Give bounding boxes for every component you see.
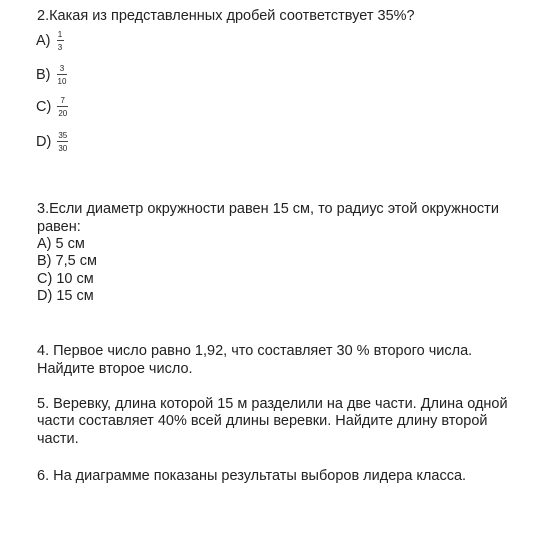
- question-2-title: 2.Какая из представленных дробей соответствует 35%?: [37, 8, 415, 24]
- fraction-denominator: 3: [57, 43, 63, 52]
- fraction: [57, 30, 64, 52]
- fraction-denominator: 10: [57, 77, 67, 86]
- option-letter: C): [36, 99, 52, 115]
- fraction-bar: [57, 106, 68, 107]
- option-letter: B): [36, 67, 51, 83]
- fraction: [57, 131, 68, 153]
- question-6-text: 6. На диаграмме показаны результаты выборов лидера класса.: [37, 468, 467, 484]
- question-3-option-d: D) 15 см: [37, 288, 94, 304]
- question-3-title: 3.Если диаметр окружности равен 15 см, то радиус этой окружности: [37, 201, 499, 217]
- question-3-title-continued: равен:: [37, 219, 81, 235]
- fraction-numerator: 1: [57, 30, 63, 39]
- question-2-option-a: [36, 30, 64, 52]
- question-3-option-b: B) 7,5 см: [37, 253, 97, 269]
- option-letter: A): [36, 33, 51, 49]
- fraction-bar: [57, 74, 68, 75]
- question-4-text-continued: Найдите второе число.: [37, 361, 193, 377]
- option-letter: D): [36, 134, 52, 150]
- question-5-text-continued: части составляет 40% всей длины веревки. Найдите длину второй: [37, 413, 488, 429]
- fraction-numerator: 7: [60, 96, 65, 105]
- fraction: [57, 64, 68, 86]
- fraction-bar: [57, 141, 68, 142]
- question-3-option-c: C) 10 см: [37, 271, 94, 287]
- question-3-option-a: A) 5 см: [37, 236, 85, 252]
- fraction-numerator: 3: [59, 64, 65, 73]
- fraction-bar: [57, 40, 64, 41]
- question-5-text: 5. Веревку, длина которой 15 м разделили на две части. Длина одной: [37, 396, 508, 412]
- fraction: [57, 96, 68, 118]
- question-5-text-end: части.: [37, 431, 79, 447]
- question-2-option-d: [36, 131, 68, 153]
- question-2-option-b: [36, 64, 67, 86]
- fraction-denominator: 20: [58, 109, 68, 118]
- fraction-denominator: 30: [58, 144, 68, 153]
- fraction-numerator: 35: [58, 131, 68, 140]
- question-4-text: 4. Первое число равно 1,92, что составляет 30 % второго числа.: [37, 343, 473, 359]
- question-2-option-c: [36, 96, 68, 118]
